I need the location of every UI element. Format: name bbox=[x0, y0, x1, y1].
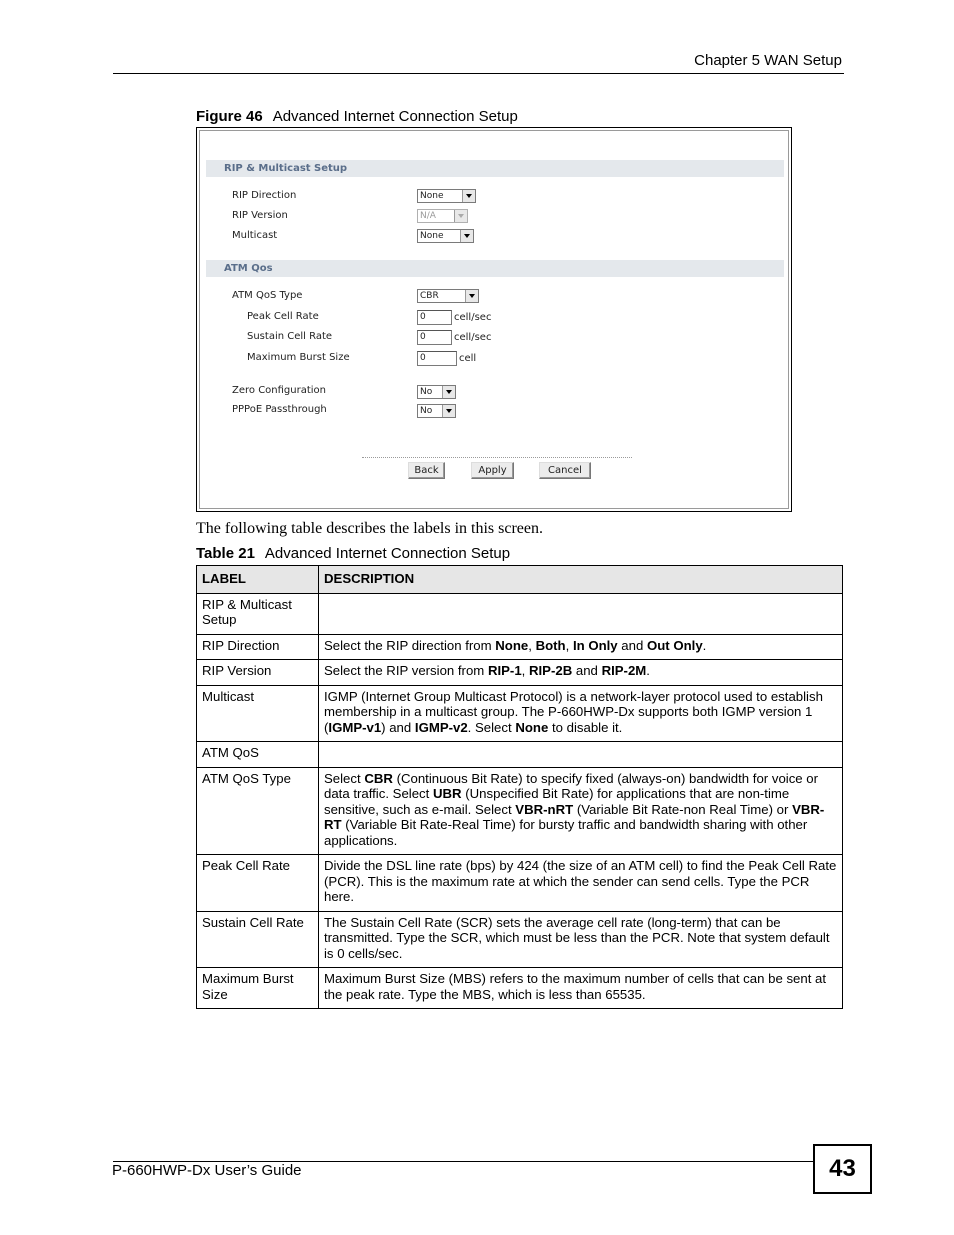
row-label: Peak Cell Rate bbox=[197, 855, 319, 912]
description-column-header: DESCRIPTION bbox=[319, 566, 843, 594]
rip-version-select[interactable] bbox=[417, 209, 468, 223]
row-description: Select CBR (Continuous Bit Rate) to specify fixed (always-on) bandwidth for voice or data traffic. Select UBR (Unspecified Bit Rate) for applications that are non-time sensitive, such as e-mail. Select VBR-nRT (Variable Bit Rate-non Real Time) or VBR-RT (Variable Bit Rate-Real Time) for bursty traffic and bandwidth sharing with other applications. bbox=[319, 767, 843, 855]
label-description-table bbox=[196, 565, 843, 1009]
figure-title: Advanced Internet Connection Setup bbox=[272, 108, 518, 125]
table-header-row bbox=[197, 566, 843, 594]
section-rip-multicast: RIP & Multicast Setup bbox=[206, 160, 784, 177]
row-description bbox=[319, 593, 843, 634]
rip-direction-label: RIP Direction bbox=[232, 190, 297, 201]
table-row bbox=[197, 660, 843, 686]
row-label: ATM QoS Type bbox=[197, 767, 319, 855]
row-label: RIP & Multicast Setup bbox=[197, 593, 319, 634]
figure-caption bbox=[196, 108, 518, 125]
label-column-header: LABEL bbox=[197, 566, 319, 594]
multicast-label: Multicast bbox=[232, 230, 278, 241]
atm-qos-type-value: CBR bbox=[420, 291, 439, 301]
row-label: Multicast bbox=[197, 685, 319, 742]
row-label: ATM QoS bbox=[197, 742, 319, 768]
row-description: IGMP (Internet Group Multicast Protocol) is a network-layer protocol used to establish membership in a multicast group. The P-660HWP-Dx supports both IGMP version 1 (IGMP-v1) and IGMP-v2. Select None to disable it. bbox=[319, 685, 843, 742]
chevron-down-icon[interactable] bbox=[442, 405, 455, 417]
row-label: RIP Direction bbox=[197, 634, 319, 660]
rip-direction-select[interactable] bbox=[417, 189, 476, 203]
table-row bbox=[197, 911, 843, 968]
rip-version-label: RIP Version bbox=[232, 210, 288, 221]
max-burst-size-unit: cell bbox=[459, 353, 477, 364]
button-divider bbox=[362, 457, 632, 458]
table-row bbox=[197, 634, 843, 660]
chevron-down-icon[interactable] bbox=[462, 190, 475, 202]
row-description bbox=[319, 742, 843, 768]
rip-direction-value: None bbox=[420, 191, 444, 201]
table-row bbox=[197, 593, 843, 634]
zero-config-label: Zero Configuration bbox=[232, 385, 327, 396]
page-number: 43 bbox=[813, 1144, 872, 1194]
zero-config-select[interactable] bbox=[417, 385, 456, 399]
max-burst-size-label: Maximum Burst Size bbox=[247, 352, 350, 363]
pppoe-passthrough-select[interactable] bbox=[417, 404, 456, 418]
row-description: Divide the DSL line rate (bps) by 424 (the size of an ATM cell) to find the Peak Cell Rate (PCR). This is the maximum rate at which the sender can send cells. Type the PCR here. bbox=[319, 855, 843, 912]
chevron-down-icon[interactable] bbox=[442, 386, 455, 398]
section-atm-qos: ATM Qos bbox=[206, 260, 784, 277]
row-description: The Sustain Cell Rate (SCR) sets the average cell rate (long-term) that can be transmitted. Type the SCR, which must be less than the PCR. Note that system default is 0 cells/sec. bbox=[319, 911, 843, 968]
zero-config-value: No bbox=[420, 387, 433, 397]
apply-button[interactable]: Apply bbox=[471, 462, 514, 479]
sustain-cell-rate-input[interactable]: 0 bbox=[417, 330, 452, 345]
table-row bbox=[197, 968, 843, 1009]
table-body bbox=[197, 593, 843, 1009]
cancel-button[interactable]: Cancel bbox=[539, 462, 591, 479]
pppoe-passthrough-value: No bbox=[420, 406, 433, 416]
row-label: Sustain Cell Rate bbox=[197, 911, 319, 968]
chevron-down-icon[interactable] bbox=[460, 230, 473, 242]
multicast-value: None bbox=[420, 231, 444, 241]
table-row bbox=[197, 767, 843, 855]
pppoe-passthrough-label: PPPoE Passthrough bbox=[232, 404, 327, 415]
intro-paragraph: The following table describes the labels in this screen. bbox=[196, 520, 544, 537]
peak-cell-rate-unit: cell/sec bbox=[454, 312, 492, 323]
row-description: Select the RIP version from RIP-1, RIP-2B and RIP-2M. bbox=[319, 660, 843, 686]
peak-cell-rate-input[interactable]: 0 bbox=[417, 310, 452, 325]
peak-cell-rate-label: Peak Cell Rate bbox=[247, 311, 319, 322]
chevron-down-icon[interactable] bbox=[454, 210, 467, 222]
table-title: Advanced Internet Connection Setup bbox=[264, 545, 511, 562]
back-button[interactable]: Back bbox=[408, 462, 445, 479]
atm-qos-type-label: ATM QoS Type bbox=[232, 290, 303, 301]
chevron-down-icon[interactable] bbox=[465, 290, 478, 302]
row-description: Maximum Burst Size (MBS) refers to the maximum number of cells that can be sent at the peak rate. Type the MBS, which is less than 65535. bbox=[319, 968, 843, 1009]
table-caption bbox=[196, 545, 510, 562]
guide-title: P-660HWP-Dx User’s Guide bbox=[112, 1162, 302, 1179]
row-label: Maximum Burst Size bbox=[197, 968, 319, 1009]
table-number: Table 21 bbox=[196, 545, 255, 562]
row-description: Select the RIP direction from None, Both, In Only and Out Only. bbox=[319, 634, 843, 660]
table-row bbox=[197, 685, 843, 742]
multicast-select[interactable] bbox=[417, 229, 474, 243]
atm-qos-type-select[interactable] bbox=[417, 289, 479, 303]
figure-number: Figure 46 bbox=[196, 108, 263, 125]
rip-version-value: N/A bbox=[420, 211, 436, 221]
table-row bbox=[197, 855, 843, 912]
max-burst-size-input[interactable]: 0 bbox=[417, 351, 457, 366]
router-config-panel bbox=[199, 130, 789, 509]
figure-screenshot bbox=[196, 127, 792, 512]
chapter-header: Chapter 5 WAN Setup bbox=[694, 52, 842, 69]
row-label: RIP Version bbox=[197, 660, 319, 686]
table-row bbox=[197, 742, 843, 768]
header-rule bbox=[113, 73, 844, 74]
sustain-cell-rate-unit: cell/sec bbox=[454, 332, 492, 343]
sustain-cell-rate-label: Sustain Cell Rate bbox=[247, 331, 333, 342]
